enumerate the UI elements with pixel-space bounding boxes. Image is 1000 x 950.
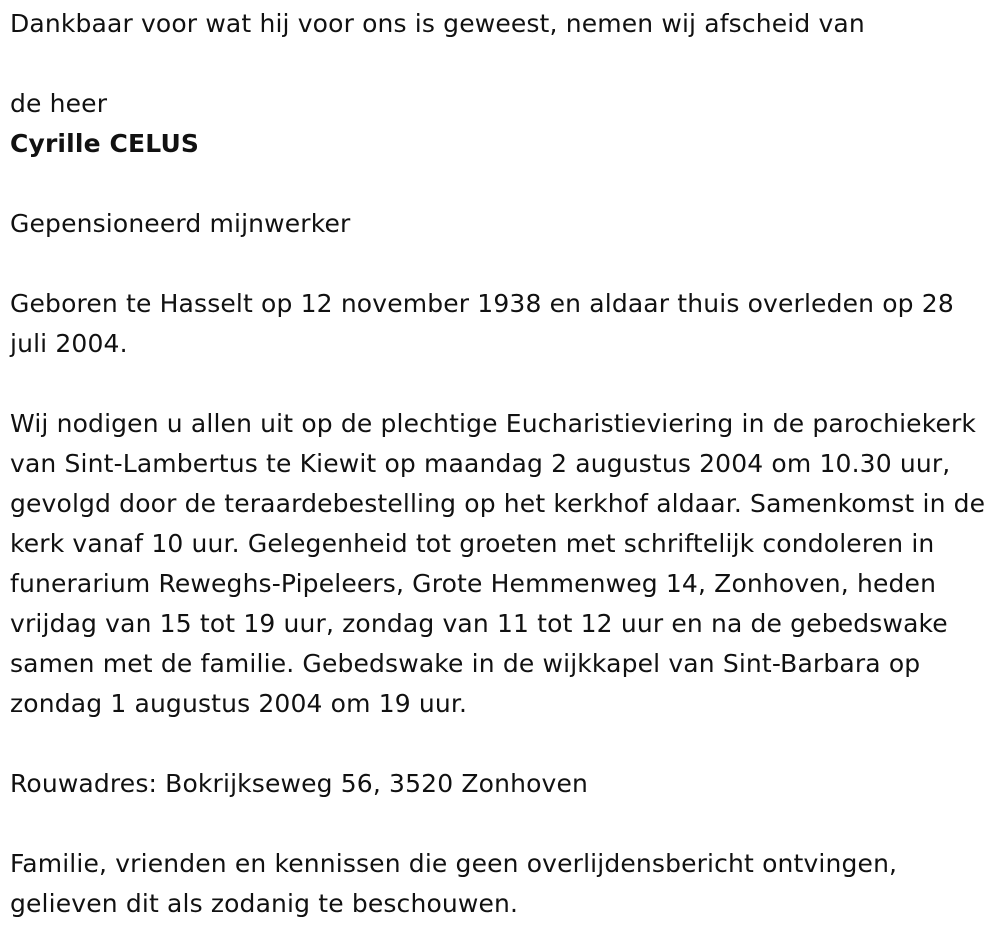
closing-text: Familie, vrienden en kennissen die geen overlijdensbericht ontvingen, gelieven dit als zodanig te beschouwen. [10, 849, 898, 918]
intro-text: Dankbaar voor wat hij voor ons is geweest, nemen wij afscheid van [10, 9, 865, 38]
death-notice [10, 4, 995, 924]
salutation: de heer [10, 89, 108, 118]
deceased-name: Cyrille CELUS [10, 129, 200, 158]
mourning-address: Rouwadres: Bokrijkseweg 56, 3520 Zonhoven [10, 769, 589, 798]
service-details: Wij nodigen u allen uit op de plechtige Eucharistieviering in de parochiekerk van Sint-Lambertus te Kiewit op maandag 2 augustus 2004 om 10.30 uur, gevolgd door de teraardebestelling op het kerkhof aldaar. Samenkomst in de kerk vanaf 10 uur. Gelegenheid tot groeten met schriftelijk condoleren in funerarium Reweghs-Pipeleers, Grote Hemmenweg 14, Zonhoven, heden vrijdag van 15 tot 19 uur, zondag van 11 tot 12 uur en na de gebedswake samen met de familie. Gebedswake in de wijkkapel van Sint-Barbara op zondag 1 augustus 2004 om 19 uur. [10, 409, 986, 718]
occupation: Gepensioneerd mijnwerker [10, 209, 351, 238]
birth-death-text: Geboren te Hasselt op 12 november 1938 en aldaar thuis overleden op 28 juli 2004. [10, 289, 954, 358]
